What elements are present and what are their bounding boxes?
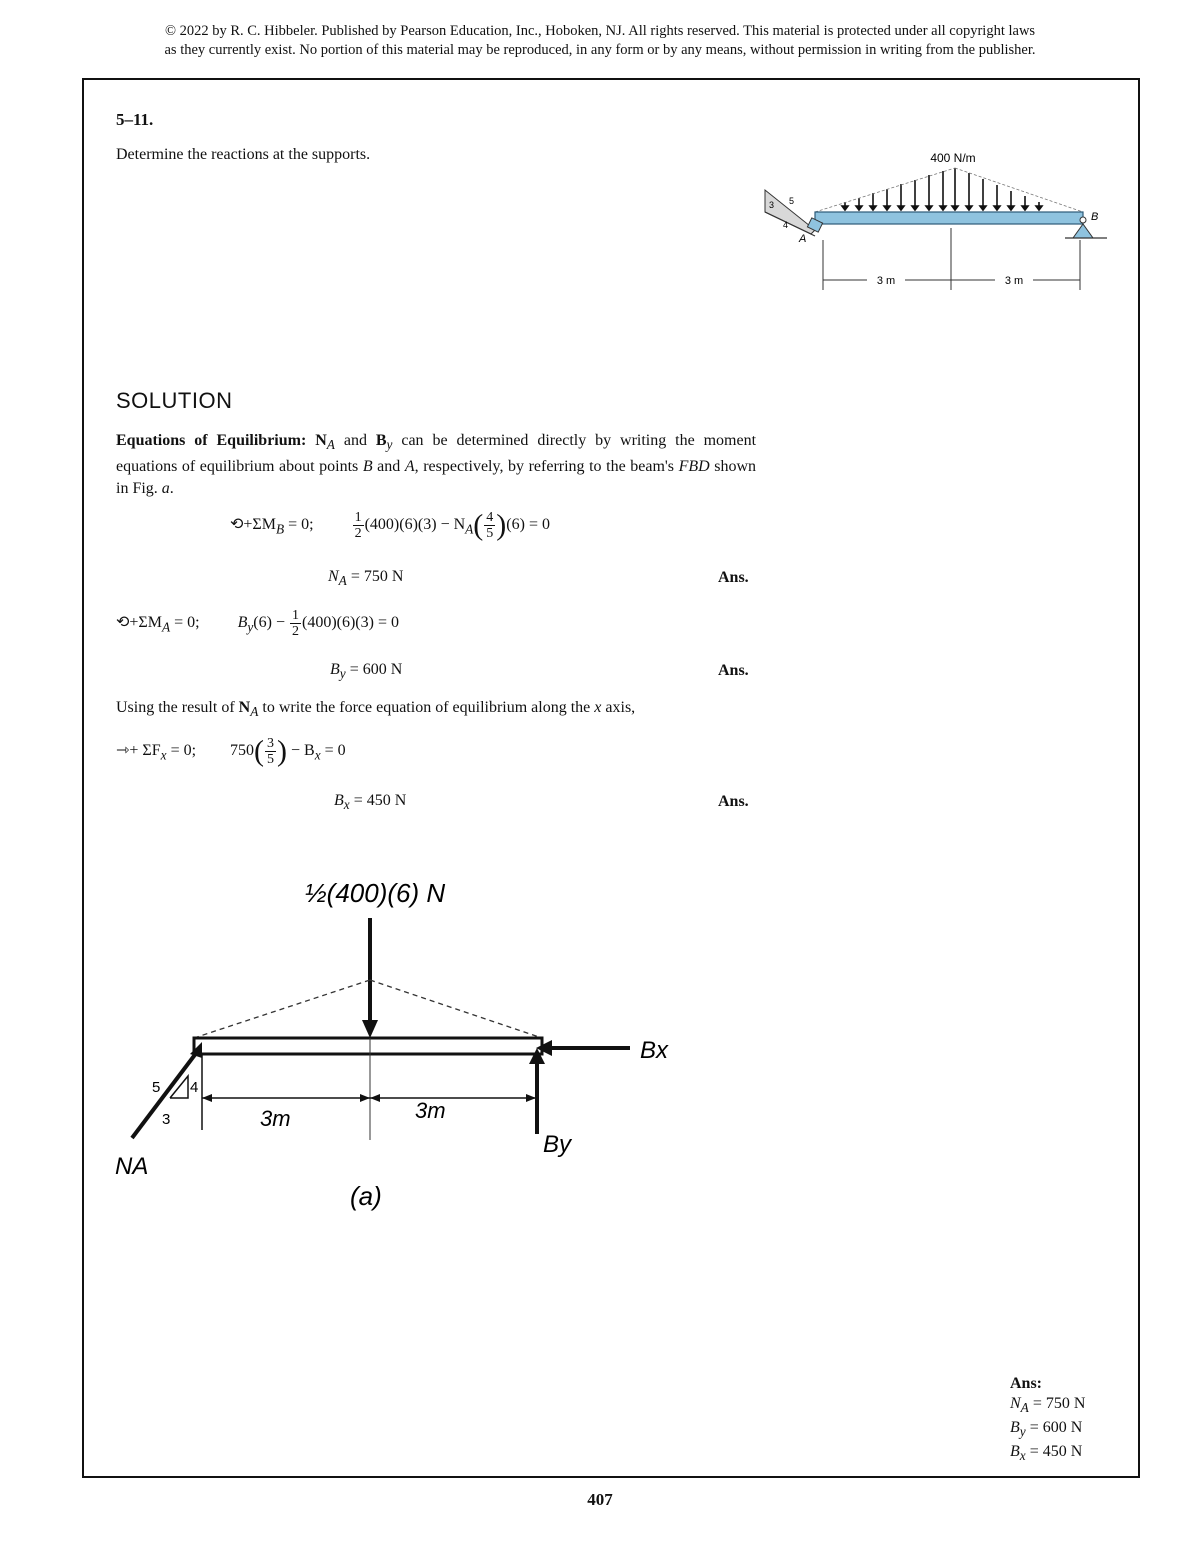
- answers-title: Ans:: [1010, 1375, 1043, 1392]
- solution-intro: [116, 430, 756, 500]
- fbd-tri-5: 5: [152, 1079, 161, 1096]
- support-a-label: A: [799, 233, 807, 245]
- eq2-mid: (6) −: [253, 614, 289, 632]
- res3-value: = 450 N: [349, 792, 407, 809]
- equation-moment-a: [116, 608, 399, 639]
- slope-5-label: 5: [789, 196, 795, 206]
- eq2-start: B: [237, 614, 248, 632]
- res2-value: = 600 N: [345, 661, 403, 678]
- res3-var: B: [334, 792, 344, 809]
- eq2-label-end: = 0;: [170, 614, 200, 632]
- intro-na-sub: A: [326, 437, 335, 453]
- eq1-frac2-d: 5: [486, 526, 494, 541]
- fbd-load-dash-left: [194, 980, 370, 1038]
- answer-bx-sub: x: [1019, 1448, 1026, 1464]
- solution-heading: SOLUTION: [116, 388, 233, 413]
- result-na: [328, 568, 403, 589]
- using-na: N: [238, 699, 251, 716]
- slope-3-label: 3: [769, 200, 775, 210]
- eq3-fraction: [265, 736, 276, 767]
- answer-na-sub: A: [1020, 1400, 1029, 1416]
- res3-sub: x: [343, 797, 350, 813]
- eq3-end-sub: x: [314, 747, 321, 763]
- intro-end: .: [169, 480, 174, 498]
- intro-and: and: [334, 432, 376, 449]
- beam: [815, 212, 1083, 224]
- eq3-label: ⇾+ ΣF: [116, 742, 161, 760]
- answer-bx: [1010, 1442, 1085, 1466]
- dim-right-label: 3 m: [1004, 275, 1024, 287]
- eq1-label: ⟲+ΣM: [230, 516, 276, 534]
- fbd-dim-arrow-3: [370, 1094, 380, 1102]
- force-equation-intro: [116, 697, 756, 723]
- intro-by: B: [375, 432, 387, 449]
- eq3-frac-n: 3: [267, 736, 275, 751]
- intro-fbd: FBD: [678, 458, 710, 476]
- problem-figure: [755, 140, 1115, 300]
- answer-na: [1010, 1394, 1085, 1418]
- fbd-tri-3: 3: [162, 1111, 171, 1128]
- eq3-end: − B: [287, 742, 315, 760]
- answer-bx-value: = 450 N: [1025, 1443, 1083, 1461]
- eq2-fraction: [290, 608, 301, 639]
- fbd-dim-arrow-1: [202, 1094, 212, 1102]
- answer-na-var: N: [1010, 1395, 1021, 1412]
- copyright-line-1: © 2022 by R. C. Hibbeler. Published by Pearson Education, Inc., Hoboken, NJ. All rights reserved. This material is protected under all copyright laws: [164, 23, 1036, 39]
- intro-a: A: [404, 458, 415, 476]
- eq3-label-end: = 0;: [166, 742, 197, 760]
- equation-moment-b: $⟲+\Sigma M_B = 0$; $\frac{1}{2}$ $(400)(6)(3) - N_A$( $\frac{4}{5}$ )(6) = 0: [230, 508, 550, 542]
- answer-na-value: = 750 N: [1028, 1395, 1086, 1412]
- fbd-resultant-arrowhead: [362, 1020, 378, 1038]
- answer-by-sub: y: [1019, 1424, 1026, 1440]
- eq1-end: (6) = 0: [506, 516, 550, 534]
- equation-force-x: ⇾+ $\Sigma F_x = 0$; 750( $\frac{3}{5}$ ) − $B_x = 0$: [116, 734, 346, 768]
- ans-label-3: Ans.: [718, 793, 749, 810]
- problem-number: 5–11.: [116, 110, 154, 129]
- fbd-load-label: ½(400)(6) N: [305, 878, 446, 908]
- intro-rest3: shown in Fig.: [116, 458, 757, 498]
- eq2-end: (400)(6)(3) = 0: [301, 614, 399, 632]
- pin-support-b: [1073, 224, 1093, 238]
- intro-bold: Equations of Equilibrium:: [116, 432, 307, 449]
- eq2-label-sub: A: [161, 619, 171, 635]
- dim-left-label: 3 m: [876, 275, 896, 287]
- fbd-beam: [194, 1038, 542, 1054]
- result-bx: [334, 792, 406, 813]
- eq3-label-sub: x: [160, 747, 167, 763]
- fbd-by-label: By: [543, 1131, 572, 1158]
- eq3-frac-d: 5: [267, 752, 275, 767]
- slope-4-label: 4: [783, 220, 789, 230]
- fbd-tri-4: 4: [190, 1079, 199, 1096]
- fbd-dim-arrow-2: [360, 1094, 370, 1102]
- intro-and2: and: [372, 458, 405, 476]
- ans-label-1: Ans.: [718, 569, 749, 586]
- fbd-dim-left: 3m: [260, 1106, 291, 1131]
- eq1-mid-sub: A: [465, 521, 474, 537]
- fbd-dim-right: 3m: [415, 1098, 446, 1123]
- res2-sub: y: [339, 666, 346, 682]
- fbd-bx-label: Bx: [640, 1037, 669, 1064]
- eq3-end2: = 0: [320, 742, 346, 760]
- eq2-frac-d: 2: [291, 624, 299, 639]
- eq2-start-sub: y: [247, 619, 254, 635]
- eq1-frac-d: 2: [354, 526, 362, 541]
- intro-by-sub: y: [386, 437, 393, 453]
- res1-sub: A: [338, 573, 347, 589]
- page-number: 407: [587, 1490, 613, 1509]
- free-body-diagram: [110, 870, 690, 1215]
- eq1-frac-n: 1: [354, 510, 362, 525]
- using-end: axis,: [601, 699, 636, 716]
- eq3-start: 750: [230, 742, 255, 760]
- eq1-mid: (400)(6)(3) − N: [364, 516, 466, 534]
- intro-fig: a: [161, 480, 170, 498]
- answer-by: [1010, 1418, 1085, 1442]
- answer-bx-var: B: [1010, 1443, 1020, 1461]
- copyright-line-2: as they currently exist. No portion of this material may be reproduced, in any form or by any means, without permission in writing from the publisher.: [164, 42, 1036, 58]
- answer-by-value: = 600 N: [1025, 1419, 1083, 1437]
- fbd-dim-arrow-4: [526, 1094, 536, 1102]
- res1-var: N: [328, 568, 339, 585]
- ans-label-2: Ans.: [718, 662, 749, 679]
- fbd-load-dash-right: [370, 980, 542, 1038]
- eq1-fraction-2: [484, 510, 495, 541]
- eq1-frac2-n: 4: [486, 510, 494, 525]
- fbd-na-label: NA: [115, 1153, 149, 1180]
- intro-rest2: , respectively, by referring to the beam's: [414, 458, 679, 476]
- load-outline-right: [955, 168, 1083, 212]
- using-x: x: [594, 699, 602, 716]
- intro-na: N: [315, 432, 327, 449]
- answer-by-var: B: [1010, 1419, 1020, 1437]
- res2-var: B: [330, 661, 340, 678]
- res1-value: = 750 N: [346, 568, 404, 585]
- pin-b: [1080, 217, 1086, 223]
- eq2-label: ⟲+ΣM: [116, 614, 162, 632]
- eq2-frac-n: 1: [291, 608, 299, 623]
- intro-b: B: [362, 458, 373, 476]
- support-b-label: B: [1091, 211, 1099, 223]
- eq1-fraction: [353, 510, 364, 541]
- eq1-label-sub: B: [275, 521, 285, 537]
- using-na-sub: A: [250, 704, 259, 720]
- intro-rest: can be determined directly by writing the moment equations of equilibrium about points: [116, 432, 757, 476]
- problem-statement: Determine the reactions at the supports.: [116, 146, 371, 163]
- fbd-caption: (a): [350, 1181, 382, 1211]
- using-rest: to write the force equation of equilibrium along the: [258, 699, 595, 716]
- distributed-load-arrows: [842, 168, 1042, 210]
- result-by: [330, 661, 402, 682]
- figure-load-label: 400 N/m: [930, 151, 976, 165]
- copyright-notice: [40, 22, 1160, 60]
- using-text: Using the result of: [116, 699, 239, 716]
- eq1-label-end: = 0;: [284, 516, 314, 534]
- answers-summary: [1010, 1374, 1085, 1467]
